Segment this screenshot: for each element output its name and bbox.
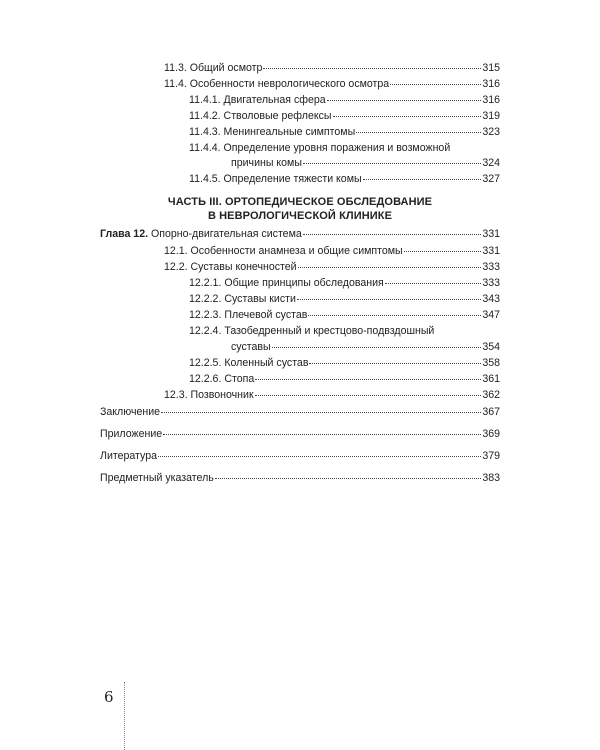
toc-page-number: 333 (482, 261, 500, 273)
toc-page-number: 331 (482, 245, 500, 257)
toc-entry[interactable] (189, 277, 500, 290)
toc-leader (303, 234, 482, 235)
toc-page-number: 347 (482, 309, 500, 321)
toc-page-number: 361 (482, 373, 500, 385)
toc-page-number: 367 (482, 406, 500, 418)
toc-entry-title: 11.4.2. Стволовые рефлексы (189, 110, 332, 122)
toc-entry[interactable] (189, 94, 500, 107)
toc-page-number: 362 (482, 389, 500, 401)
toc-page-number: 383 (482, 472, 500, 484)
toc-entry-title: 12.2.1. Общие принципы обследования (189, 277, 384, 289)
toc-entry[interactable] (231, 157, 500, 170)
toc-leader (356, 132, 481, 133)
toc-leader (158, 456, 481, 457)
toc-page-number: 333 (482, 277, 500, 289)
toc-entry-title-line1: 12.2.4. Тазобедренный и крестцово-подвздошный (189, 325, 435, 337)
toc-entry[interactable] (100, 406, 500, 419)
toc-page-number: 369 (482, 428, 500, 440)
toc-entry-title: 12.2.2. Суставы кисти (189, 293, 296, 305)
toc-leader (255, 379, 481, 380)
page-number: 6 (104, 688, 114, 706)
toc-entry[interactable] (189, 357, 500, 370)
toc-entry-title: 11.3. Общий осмотр (164, 62, 263, 74)
toc-page-number: 316 (482, 94, 500, 106)
toc-leader (215, 478, 482, 479)
toc-leader (303, 163, 481, 164)
toc-entry-title: Заключение (100, 406, 161, 418)
toc-page-number: 343 (482, 293, 500, 305)
toc-leader (333, 116, 482, 117)
toc-entry[interactable] (189, 309, 500, 322)
toc-entry-title: 11.4.5. Определение тяжести комы (189, 173, 362, 185)
toc-page-number: 319 (482, 110, 500, 122)
toc-leader (263, 68, 481, 69)
part-heading (100, 195, 500, 223)
toc-page-number: 379 (482, 450, 500, 462)
toc-entry-title: Приложение (100, 428, 163, 440)
toc-leader (404, 251, 482, 252)
toc-entry-title-line2: причины комы (231, 157, 302, 169)
toc-leader (272, 347, 482, 348)
part-heading-line1: ЧАСТЬ III. ОРТОПЕДИЧЕСКОЕ ОБСЛЕДОВАНИЕ (167, 196, 433, 208)
margin-rule (124, 682, 125, 750)
toc-entry[interactable] (189, 126, 500, 139)
toc-entry[interactable] (189, 373, 500, 386)
toc-entry[interactable] (231, 341, 500, 354)
toc-leader (255, 395, 482, 396)
toc-page-number: 315 (482, 62, 500, 74)
toc-leader (161, 412, 481, 413)
toc-entry-title: 12.2.5. Коленный сустав (189, 357, 309, 369)
toc-entry-title: 11.4.3. Менингеальные симптомы (189, 126, 356, 138)
toc-entry-chapter[interactable] (100, 228, 500, 241)
toc-page-number: 324 (482, 157, 500, 169)
toc-entry[interactable] (189, 110, 500, 123)
toc-leader (385, 283, 482, 284)
toc-entry-title: 12.3. Позвоночник (164, 389, 254, 401)
toc-page-number: 323 (482, 126, 500, 138)
toc-entry[interactable] (164, 389, 500, 402)
toc-entry-title: Опорно-двигательная система (148, 228, 302, 240)
toc-entry-title-wrap (100, 228, 302, 241)
toc-leader (163, 434, 481, 435)
toc-entry[interactable] (100, 450, 500, 463)
toc-entry-title-line2: суставы (231, 341, 271, 353)
toc-page-number: 358 (482, 357, 500, 369)
chapter-label: Глава 12. (100, 228, 149, 240)
toc-entry-title: 12.2. Суставы конечностей (164, 261, 297, 273)
toc-entry-title: 12.2.3. Плечевой сустав (189, 309, 308, 321)
part-heading-line2: В НЕВРОЛОГИЧЕСКОЙ КЛИНИКЕ (207, 210, 393, 222)
toc-page-number: 354 (482, 341, 500, 353)
toc-page-number: 316 (482, 78, 500, 90)
toc-page-number: 331 (482, 228, 500, 240)
toc-entry-title: 11.4.1. Двигательная сфера (189, 94, 326, 106)
toc-entry[interactable] (100, 428, 500, 441)
toc-entry-title: 12.2.6. Стопа (189, 373, 255, 385)
toc-leader (390, 84, 481, 85)
toc-entry-title: Литература (100, 450, 157, 462)
toc-entry[interactable] (189, 173, 500, 186)
toc-leader (327, 100, 482, 101)
toc-entry-title: Предметный указатель (100, 472, 214, 484)
toc-page-number: 327 (482, 173, 500, 185)
toc-leader (309, 363, 481, 364)
toc-leader (298, 267, 482, 268)
toc-entry[interactable] (164, 261, 500, 274)
toc-entry[interactable] (164, 78, 500, 91)
toc-leader (297, 299, 481, 300)
toc-entry-title: 12.1. Особенности анамнеза и общие симптомы (164, 245, 403, 257)
toc-entry-title-line1: 11.4.4. Определение уровня поражения и возможной (189, 142, 451, 154)
toc-entry[interactable] (100, 472, 500, 485)
toc-entry[interactable] (164, 245, 500, 258)
toc-leader (363, 179, 482, 180)
toc-entry[interactable] (189, 293, 500, 306)
toc-entry[interactable] (164, 62, 500, 75)
toc-entry-title: 11.4. Особенности неврологического осмотра (164, 78, 390, 90)
toc-leader (308, 315, 481, 316)
